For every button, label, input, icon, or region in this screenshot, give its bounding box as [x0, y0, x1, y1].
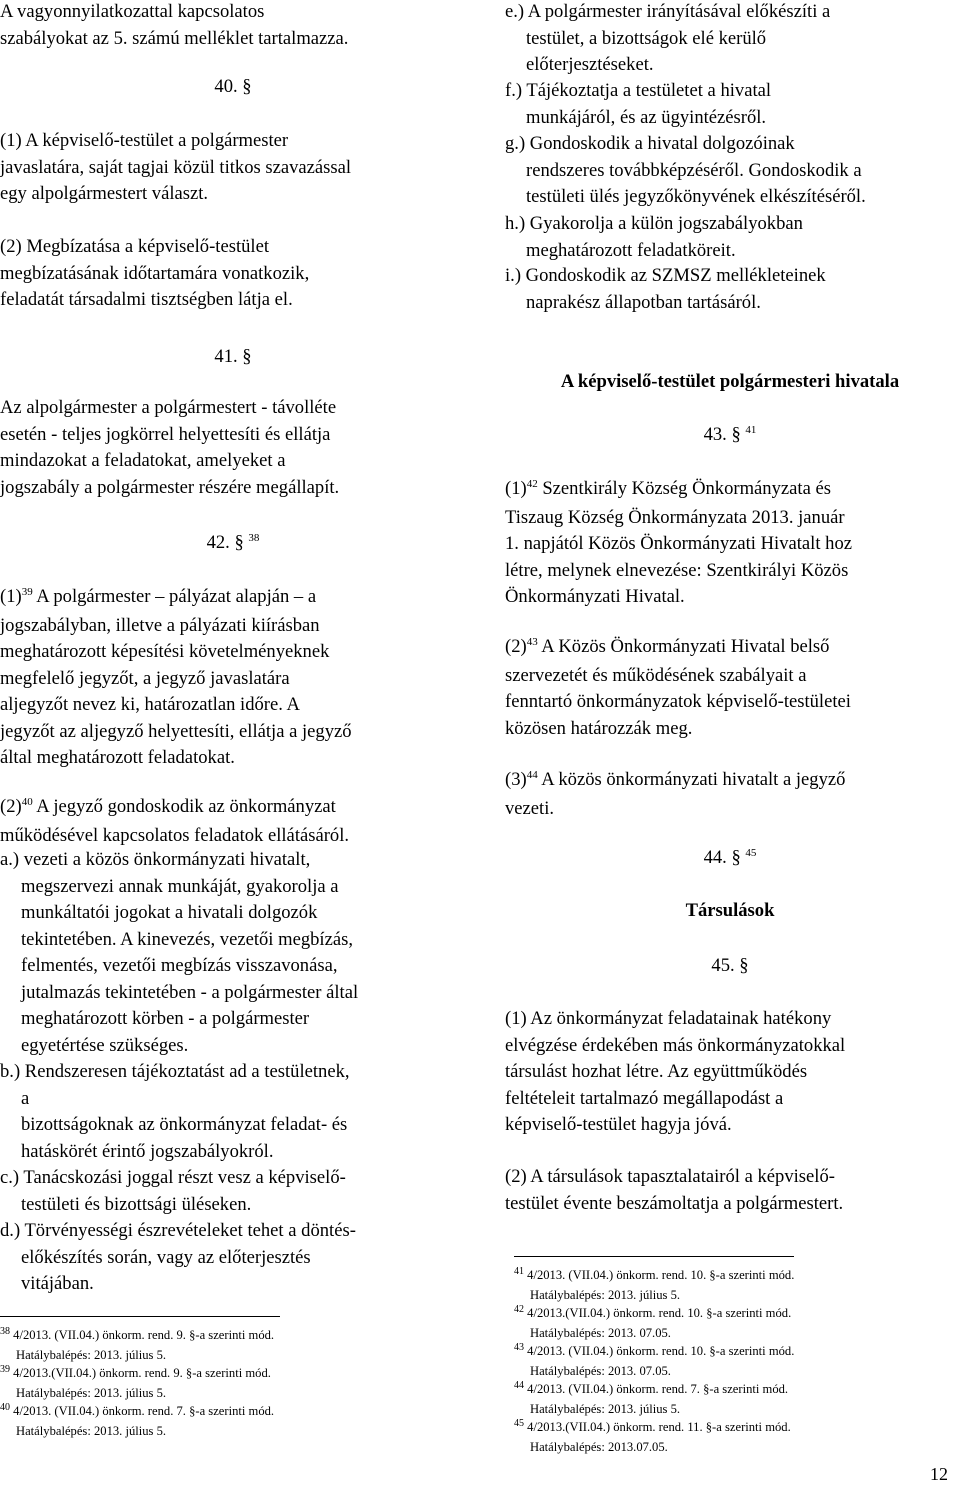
list-item-e: e.) A polgármester irányításával előkészíti a testület, a bizottságok elé kerülő előterjesztéseket.: [505, 1, 831, 75]
section-title-hivatal: A képviselő-testület polgármesteri hivatala: [560, 371, 900, 392]
footnote-ref-38[interactable]: 38: [248, 532, 260, 544]
list-item-i: i.) Gondoskodik az SZMSZ mellékleteinek naprakész állapotban tartásáról.: [505, 265, 826, 313]
section-40-heading: 40. §: [214, 76, 252, 97]
footnote-ref-44[interactable]: 44: [526, 769, 538, 781]
footnote-ref-45[interactable]: 45: [745, 847, 757, 859]
section-43-paragraph-1: $(1)^{42}$ Szentkirály Község Önkormányzata és Tiszaug Község Önkormányzata 2013. január 1. napjától Közös Önkormányzati Hivatalt hoz létre, melynek elnevezése: Szentkirályi Közös Önkormányzati Hivatal.: [505, 478, 852, 607]
list-item-d: d.) Törvényességi észrevételeket tehet a döntés- előkészítés során, vagy az előterjesztés vitájában.: [0, 1220, 356, 1294]
footnote-39: $^{39}$ 4/2013.(VII.04.) önkorm. rend. 9. §-a szerinti mód. Hatálybalépés: 2013. július 5.: [0, 1364, 271, 1400]
list-item-c: c.) Tanácskozási joggal részt vesz a képviselő- testületi és bizottsági üléseken.: [0, 1167, 346, 1215]
footnote-ref-41[interactable]: 41: [745, 424, 757, 436]
section-41-paragraph: Az alpolgármester a polgármestert - távolléte esetén - teljes jogkörrel helyettesíti és ellátja mindazokat a feladatokat, amelyeket a jogszabály a polgármester részére megállapít.: [0, 397, 340, 498]
footnote-divider: [514, 1256, 794, 1257]
section-43-heading: 43. § $^{41}$: [703, 424, 757, 445]
footnote-45: $^{45}$ 4/2013.(VII.04.) önkorm. rend. 11. §-a szerinti mód. Hatálybalépés: 2013.07.05.: [514, 1418, 791, 1454]
list-item-a: a.) vezeti a közös önkormányzati hivatalt, megszervezi annak munkáját, gyakorolja a munkáltatói jogokat a hivatali dolgozók tekintetében. A kinevezés, vezetői megbízás, felmentés, vezetői megbízás visszavonása, jutalmazás tekintetében - a polgármester által meghatározott körben - a polgármester egyetértése szükséges.: [0, 849, 359, 1056]
section-41-heading: 41. §: [214, 346, 252, 367]
section-43-paragraph-2: $(2)^{43}$ A Közös Önkormányzati Hivatal belső szervezetét és működésének szabályait a fenntartó önkormányzatok képviselő-testületei közösen határozzák meg.: [505, 636, 851, 739]
page-number: 12: [930, 1464, 948, 1484]
list-item-g: g.) Gondoskodik a hivatal dolgozóinak rendszeres továbbképzéséről. Gondoskodik a testületi ülés jegyzőkönyvének elkészítéséről.: [505, 133, 866, 207]
footnote-42: $^{42}$ 4/2013.(VII.04.) önkorm. rend. 10. §-a szerinti mód. Hatálybalépés: 2013. 07.05.: [514, 1304, 792, 1340]
list-item-h: h.) Gyakorolja a külön jogszabályokban meghatározott feladatköreit.: [505, 213, 803, 261]
list-item-b: b.) Rendszeresen tájékoztatást ad a testületnek, a bizottságoknak az önkormányzat feladat- és hatáskörét érintő jogszabályokról.: [0, 1061, 350, 1162]
footnote-ref-40[interactable]: 40: [21, 796, 33, 808]
section-42-paragraph-2: $(2)^{40}$ A jegyző gondoskodik az önkormányzat működésével kapcsolatos feladatok ellátásáról.: [0, 796, 350, 846]
section-43-paragraph-3: $(3)^{44}$ A közös önkormányzati hivatalt a jegyző vezeti.: [505, 769, 846, 819]
footnote-44: $^{44}$ 4/2013. (VII.04.) önkorm. rend. 7. §-a szerinti mód. Hatálybalépés: 2013. július 5.: [514, 1380, 789, 1416]
footnote-ref-39[interactable]: 39: [21, 586, 33, 598]
section-42-heading: 42. § $^{38}$: [206, 532, 260, 553]
footnote-divider: [0, 1316, 280, 1317]
intro-text: A vagyonnyilatkozattal kapcsolatos szabályokat az 5. számú melléklet tartalmazza.: [0, 1, 349, 49]
section-42-paragraph-1: $(1)^{39}$ A polgármester – pályázat alapján – a jogszabályban, illetve a pályázati kiírásban meghatározott képesítési követelményeknek megfelelő jegyzőt, a jegyző javaslatára aljegyzőt nevez ki, határozatlan időre. A jegyzőt az aljegyző helyettesíti, ellátja a jegyző által meghatározott feladatokat.: [0, 586, 352, 768]
list-item-f: f.) Tájékoztatja a testületet a hivatal munkájáról, és az ügyintézésről.: [505, 80, 772, 128]
footnote-41: $^{41}$ 4/2013. (VII.04.) önkorm. rend. 10. §-a szerinti mód. Hatálybalépés: 2013. július 5.: [514, 1266, 795, 1302]
section-title-tarsulasok: Társulások: [685, 900, 775, 921]
footnote-ref-42[interactable]: 42: [526, 478, 538, 490]
footnote-43: $^{43}$ 4/2013. (VII.04.) önkorm. rend. 10. §-a szerinti mód. Hatálybalépés: 2013. 07.05.: [514, 1342, 795, 1378]
footnote-40: $^{40}$ 4/2013. (VII.04.) önkorm. rend. 7. §-a szerinti mód. Hatálybalépés: 2013. július 5.: [0, 1402, 275, 1438]
footnote-ref-43[interactable]: 43: [526, 636, 538, 648]
section-45-paragraph-1: (1) Az önkormányzat feladatainak hatékony elvégzése érdekében más önkormányzatokkal társulást hozhat létre. Az együttműködés feltételeit tartalmazó megállapodást a képviselő-testület hagyja jóvá.: [505, 1008, 846, 1135]
footnote-38: $^{38}$ 4/2013. (VII.04.) önkorm. rend. 9. §-a szerinti mód. Hatálybalépés: 2013. július 5.: [0, 1326, 275, 1362]
section-40-paragraph-2: (2) Megbízatása a képviselő-testület megbízatásának időtartamára vonatkozik, feladatát társadalmi tisztségben látja el.: [0, 236, 310, 310]
section-45-heading: 45. §: [711, 955, 749, 976]
section-40-paragraph-1: (1) A képviselő-testület a polgármester javaslatára, saját tagjai közül titkos szavazással egy alpolgármestert választ.: [0, 130, 352, 204]
section-45-paragraph-2: (2) A társulások tapasztalatairól a képviselő- testület évente beszámoltatja a polgármestert.: [505, 1166, 844, 1214]
section-44-heading: 44. § $^{45}$: [703, 847, 757, 868]
